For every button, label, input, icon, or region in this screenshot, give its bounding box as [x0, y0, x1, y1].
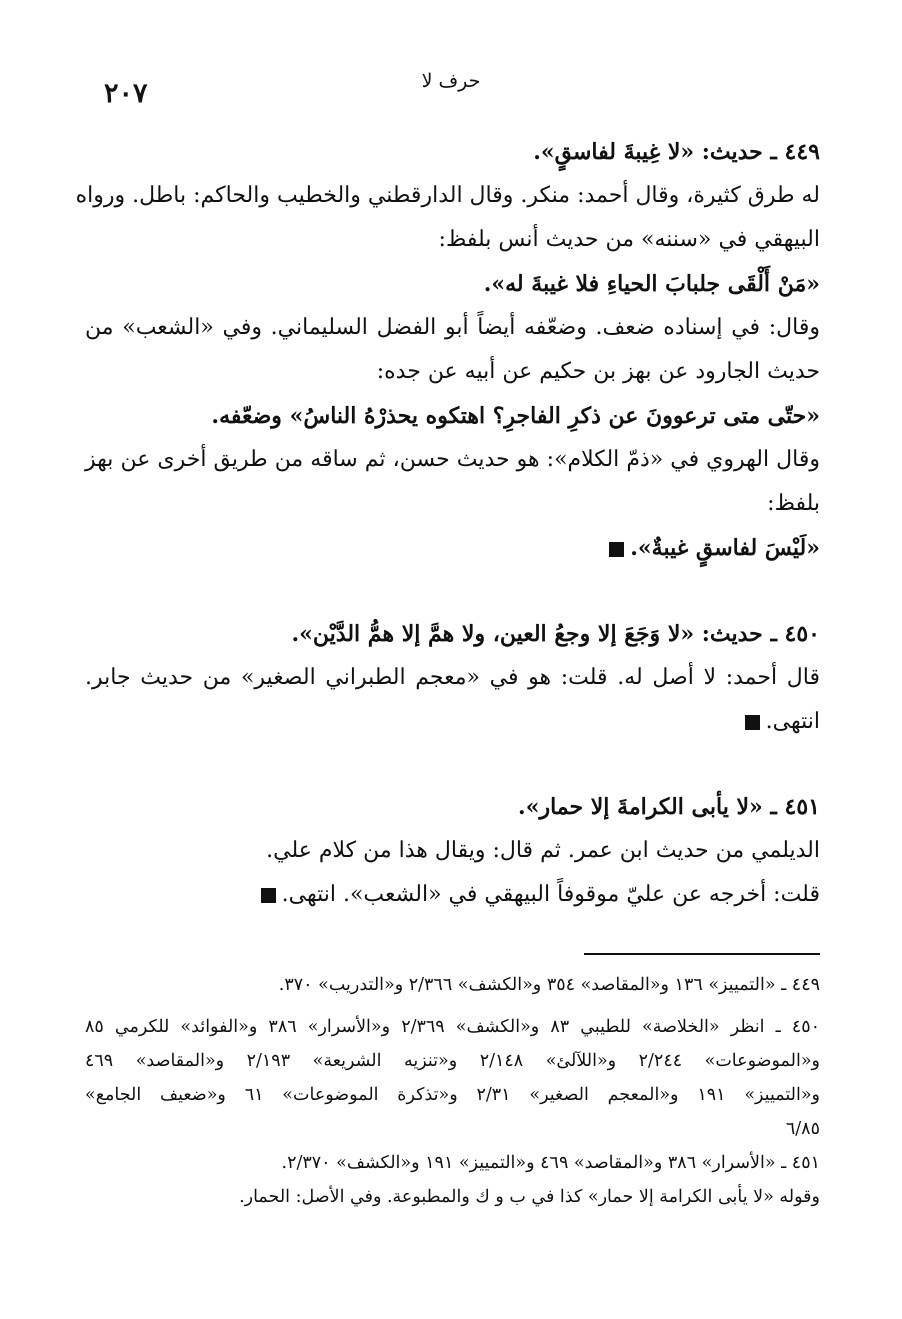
footnote-line: وقوله «لا يأبى الكرامة إلا حمار» كذا في ب و ك والمطبوعة. وفي الأصل: الحمار. [239, 1187, 820, 1207]
entry-450 [85, 612, 820, 744]
entry-heading: ٤٤٩ ـ حديث: «لا غِيبةَ لفاسقٍ». [533, 139, 820, 165]
entry-heading: ٤٥٠ ـ حديث: «لا وَجَعَ إلا وجعُ العين، ولا همَّ إلا همُّ الدَّيْن». [291, 621, 820, 647]
entry-text-line: وقال الهروي في «ذمّ الكلام»: هو حديث حسن، ثم ساقه من طريق أخرى عن بهز [85, 447, 820, 472]
running-title: حرف لا [421, 70, 481, 92]
entry-text: قلت: أخرجه عن عليّ موقوفاً البيهقي في «الشعب». انتهى. [281, 882, 820, 907]
end-mark-icon [745, 715, 760, 730]
entry-text-line: الديلمي من حديث ابن عمر. ثم قال: ويقال هذا من كلام علي. [266, 838, 820, 863]
footnote-line: ٤٥٠ ـ انظر «الخلاصة» للطيبي ٨٣ و«الكشف» ٢/٣٦٩ و«الأسرار» ٣٨٦ و«الفوائد» للكرمي ٨٥ [85, 1017, 821, 1037]
entry-text-line: له طرق كثيرة، وقال أحمد: منكر. وقال الدارقطني والخطيب والحاكم: باطل. ورواه [75, 183, 820, 208]
footnote-line: و«الموضوعات» ٢/٢٤٤ و«اللآلئ» ٢/١٤٨ و«تنزيه الشريعة» ٢/١٩٣ و«المقاصد» ٤٦٩ [85, 1051, 820, 1071]
footnote-separator [584, 953, 820, 955]
entry-text-line: قال أحمد: لا أصل له. قلت: هو في «معجم الطبراني الصغير» من حديث جابر. [85, 665, 820, 690]
hadith-quote: «حتّى متى ترعوونَ عن ذكرِ الفاجرِ؟ اهتكوه يحذرْهُ الناسُ» وضعّفه. [211, 403, 820, 429]
entry-451 [85, 785, 820, 917]
end-mark-icon [609, 542, 624, 557]
page-number: ٢٠٧ [104, 78, 148, 109]
footnote-line: ٤٤٩ ـ «التمييز» ١٣٦ و«المقاصد» ٣٥٤ و«الكشف» ٢/٣٦٦ و«التدريب» ٣٧٠. [278, 975, 820, 995]
hadith-quote: «مَنْ أَلْقَى جلبابَ الحياءِ فلا غيبةَ له». [483, 271, 820, 297]
footnote-line: ٤٥١ ـ «الأسرار» ٣٨٦ و«المقاصد» ٤٦٩ و«التمييز» ١٩١ و«الكشف» ٢/٣٧٠. [281, 1153, 820, 1173]
hadith-quote-text: «لَيْسَ لفاسقٍ غيبةٌ». [630, 535, 820, 561]
entry-text-line: وقال: في إسناده ضعف. وضعّفه أيضاً أبو الفضل السليماني. وفي «الشعب» من [85, 315, 820, 340]
entry-heading: ٤٥١ ـ «لا يأبى الكرامةَ إلا حمار». [518, 794, 820, 820]
end-mark-icon [261, 888, 276, 903]
entry-text-line: البيهقي في «سننه» من حديث أنس بلفظ: [438, 227, 820, 252]
entry-449 [75, 130, 820, 570]
hadith-quote [85, 526, 820, 570]
footnote-line: و«التمييز» ١٩١ و«المعجم الصغير» ٢/٣١ و«تذكرة الموضوعات» ٦١ و«ضعيف الجامع» [85, 1085, 820, 1105]
entry-text-line [85, 873, 820, 917]
footnote-line: ٦/٨٥ [785, 1119, 820, 1139]
entry-text-line: بلفظ: [767, 491, 820, 516]
footnotes [85, 968, 820, 1214]
entry-text-line [85, 700, 820, 744]
entry-text: انتهى. [765, 709, 820, 734]
entry-text-line: حديث الجارود عن بهز بن حكيم عن أبيه عن جده: [376, 359, 820, 384]
